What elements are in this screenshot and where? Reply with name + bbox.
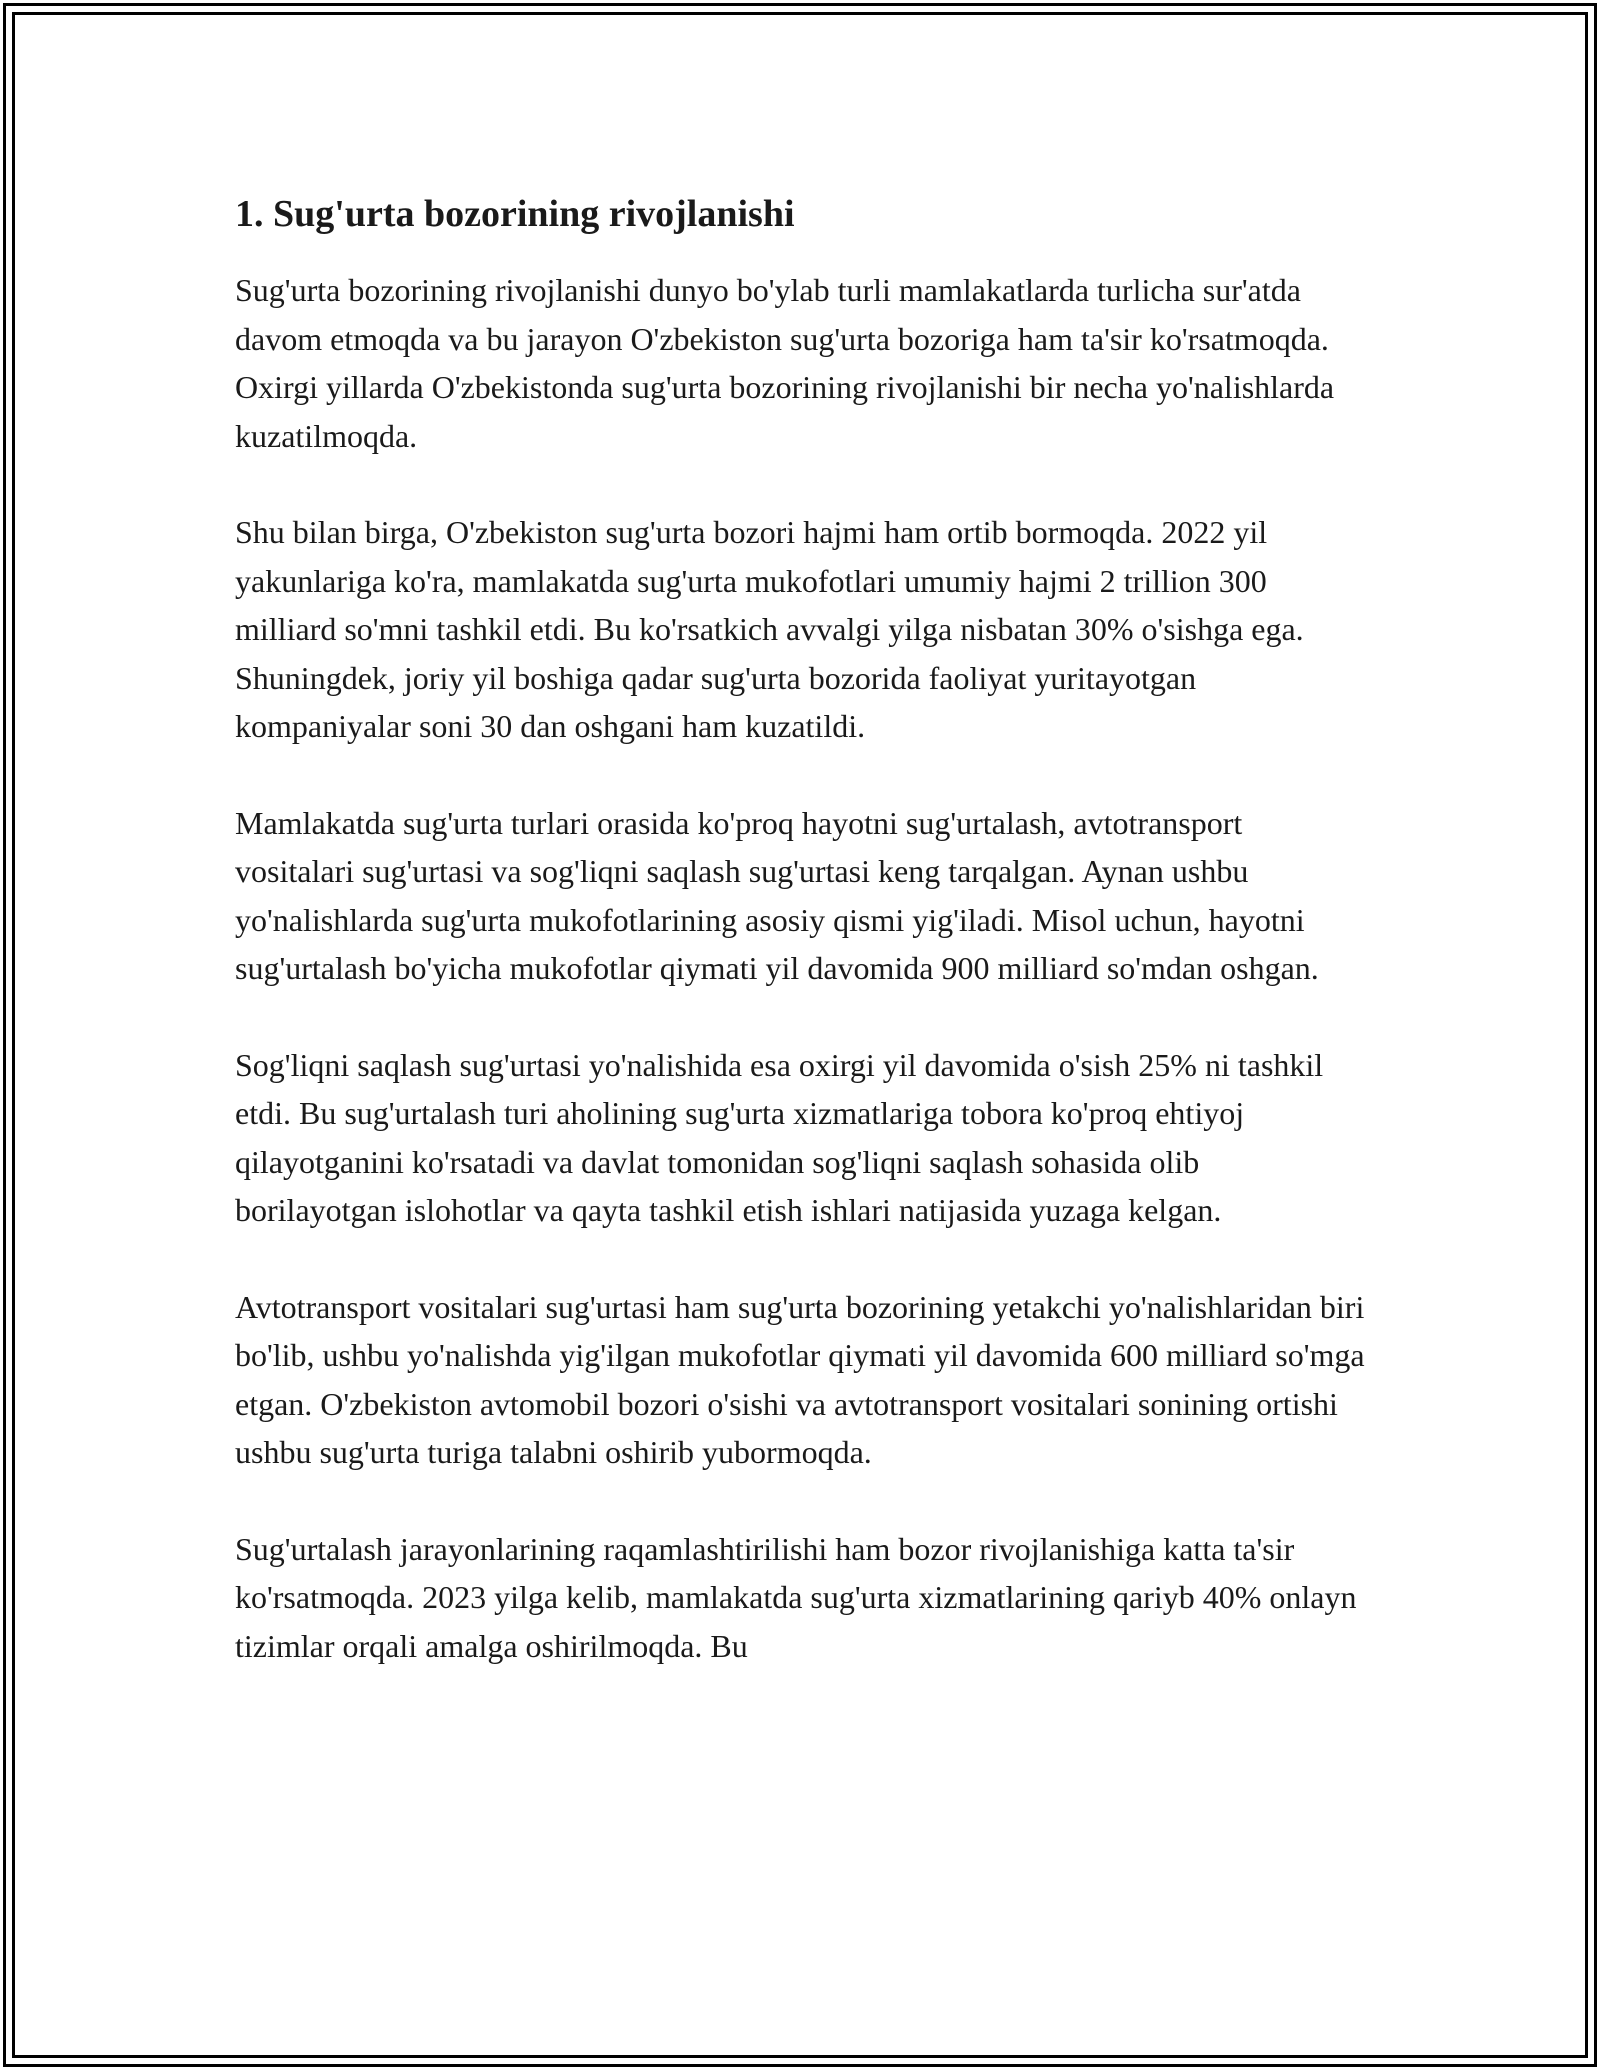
- document-body: [235, 183, 1365, 1670]
- paragraph-1: Sug'urta bozorining rivojlanishi dunyo bo'ylab turli mamlakatlarda turlicha sur'atda davom etmoqda va bu jarayon O'zbekiston sug'urta bozoriga ham ta'sir ko'rsatmoqda. Oxirgi yillarda O'zbekistonda sug'urta bozorining rivojlanishi bir necha yo'nalishlarda kuzatilmoqda.: [235, 272, 1335, 454]
- paragraph-4: Sog'liqni saqlash sug'urtasi yo'nalishida esa oxirgi yil davomida o'sish 25% ni tashkil etdi. Bu sug'urtalash turi aholining sug'urta xizmatlariga tobora ko'proq ehtiyoj qilayotganini ko'rsatadi va davlat tomonidan sog'liqni saqlash sohasida olib borilayotgan islohotlar va qayta tashkil etish ishlari natijasida yuzaga kelgan.: [235, 1046, 1324, 1228]
- paragraph-5: Avtotransport vositalari sug'urtasi ham sug'urta bozorining yetakchi yo'nalishlaridan biri bo'lib, ushbu yo'nalishda yig'ilgan mukofotlar qiymati yil davomida 600 milliard so'mga etgan. O'zbekiston avtomobil bozori o'sishi va avtotransport vositalari sonining ortishi ushbu sug'urta turiga talabni oshirib yubormoqda.: [235, 1288, 1365, 1470]
- paragraph-6: Sug'urtalash jarayonlarining raqamlashtirilishi ham bozor rivojlanishiga katta ta'sir ko'rsatmoqda. 2023 yilga kelib, mamlakatda sug'urta xizmatlarining qariyb 40% onlayn tizimlar orqali amalga oshirilmoqda. Bu: [235, 1530, 1357, 1664]
- paragraph-3: Mamlakatda sug'urta turlari orasida ko'proq hayotni sug'urtalash, avtotransport vositalari sug'urtasi va sog'liqni saqlash sug'urtasi keng tarqalgan. Aynan ushbu yo'nalishlarda sug'urta mukofotlarining asosiy qismi yig'iladi. Misol uchun, hayotni sug'urtalash bo'yicha mukofotlar qiymati yil davomida 900 milliard so'mdan oshgan.: [235, 804, 1319, 986]
- section-heading: 1. Sug'urta bozorining rivojlanishi: [235, 193, 795, 235]
- paragraph-2: Shu bilan birga, O'zbekiston sug'urta bozori hajmi ham ortib bormoqda. 2022 yil yakunlariga ko'ra, mamlakatda sug'urta mukofotlari umumiy hajmi 2 trillion 300 milliard so'mni tashkil etdi. Bu ko'rsatkich avvalgi yilga nisbatan 30% o'sishga ega. Shuningdek, joriy yil boshiga qadar sug'urta bozorida faoliyat yuritayotgan kompaniyalar soni 30 dan oshgani ham kuzatildi.: [235, 514, 1304, 744]
